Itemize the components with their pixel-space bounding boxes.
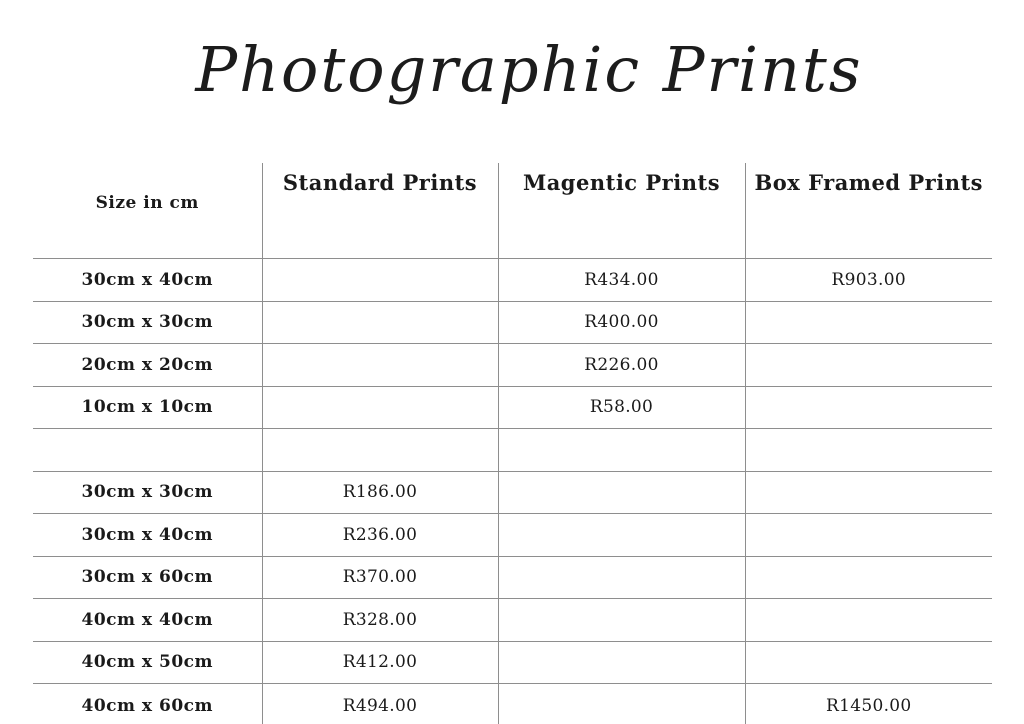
box-framed-price-cell [745, 514, 992, 557]
standard-price-cell [262, 429, 498, 472]
size-cell: 40cm x 60cm [81, 696, 213, 717]
size-cell: 30cm x 40cm [81, 269, 213, 290]
price-table [33, 163, 992, 724]
magentic-price-cell [498, 599, 745, 642]
box-framed-price-cell: R903.00 [745, 259, 992, 302]
box-framed-price-cell [745, 599, 992, 642]
magentic-price-cell [498, 514, 745, 557]
magentic-price-cell: R58.00 [498, 386, 745, 429]
table-row [33, 514, 992, 557]
size-cell: 30cm x 40cm [81, 524, 213, 545]
standard-price-cell [262, 344, 498, 387]
size-cell: 40cm x 50cm [81, 652, 213, 673]
table-row [33, 599, 992, 642]
magentic-price-cell [498, 471, 745, 514]
size-cell: 10cm x 10cm [81, 397, 213, 418]
box-framed-price-cell [745, 344, 992, 387]
header-standard-prints: Standard Prints [262, 163, 498, 259]
header-magentic-prints: Magentic Prints [498, 163, 745, 259]
table-row [33, 684, 992, 724]
standard-price-cell [262, 386, 498, 429]
table-row [33, 301, 992, 344]
header-row [33, 163, 992, 259]
size-cell: 20cm x 20cm [81, 354, 213, 375]
page-title: Photographic Prints [195, 33, 863, 106]
size-cell: 30cm x 30cm [81, 482, 213, 503]
magentic-price-cell [498, 429, 745, 472]
table-row-spacer [33, 429, 992, 472]
standard-price-cell: R328.00 [262, 599, 498, 642]
magentic-price-cell [498, 684, 745, 724]
standard-price-cell: R412.00 [262, 641, 498, 684]
size-cell [33, 429, 262, 472]
magentic-price-cell: R226.00 [498, 344, 745, 387]
table-row [33, 344, 992, 387]
table-row [33, 641, 992, 684]
size-cell: 30cm x 30cm [81, 312, 213, 333]
standard-price-cell: R494.00 [262, 684, 498, 724]
magentic-price-cell: R400.00 [498, 301, 745, 344]
box-framed-price-cell [745, 471, 992, 514]
standard-price-cell: R370.00 [262, 556, 498, 599]
box-framed-price-cell: R1450.00 [745, 684, 992, 724]
box-framed-price-cell [745, 556, 992, 599]
header-size-in-cm: Size in cm [95, 193, 199, 213]
table-row [33, 259, 992, 302]
table-row [33, 556, 992, 599]
box-framed-price-cell [745, 301, 992, 344]
size-cell: 30cm x 60cm [81, 567, 213, 588]
magentic-price-cell [498, 641, 745, 684]
standard-price-cell [262, 259, 498, 302]
header-box-framed-prints: Box Framed Prints [745, 163, 992, 259]
standard-price-cell [262, 301, 498, 344]
size-cell: 40cm x 40cm [81, 609, 213, 630]
standard-price-cell: R186.00 [262, 471, 498, 514]
box-framed-price-cell [745, 386, 992, 429]
standard-price-cell: R236.00 [262, 514, 498, 557]
table-row [33, 386, 992, 429]
magentic-price-cell [498, 556, 745, 599]
box-framed-price-cell [745, 641, 992, 684]
box-framed-price-cell [745, 429, 992, 472]
magentic-price-cell: R434.00 [498, 259, 745, 302]
table-row [33, 471, 992, 514]
